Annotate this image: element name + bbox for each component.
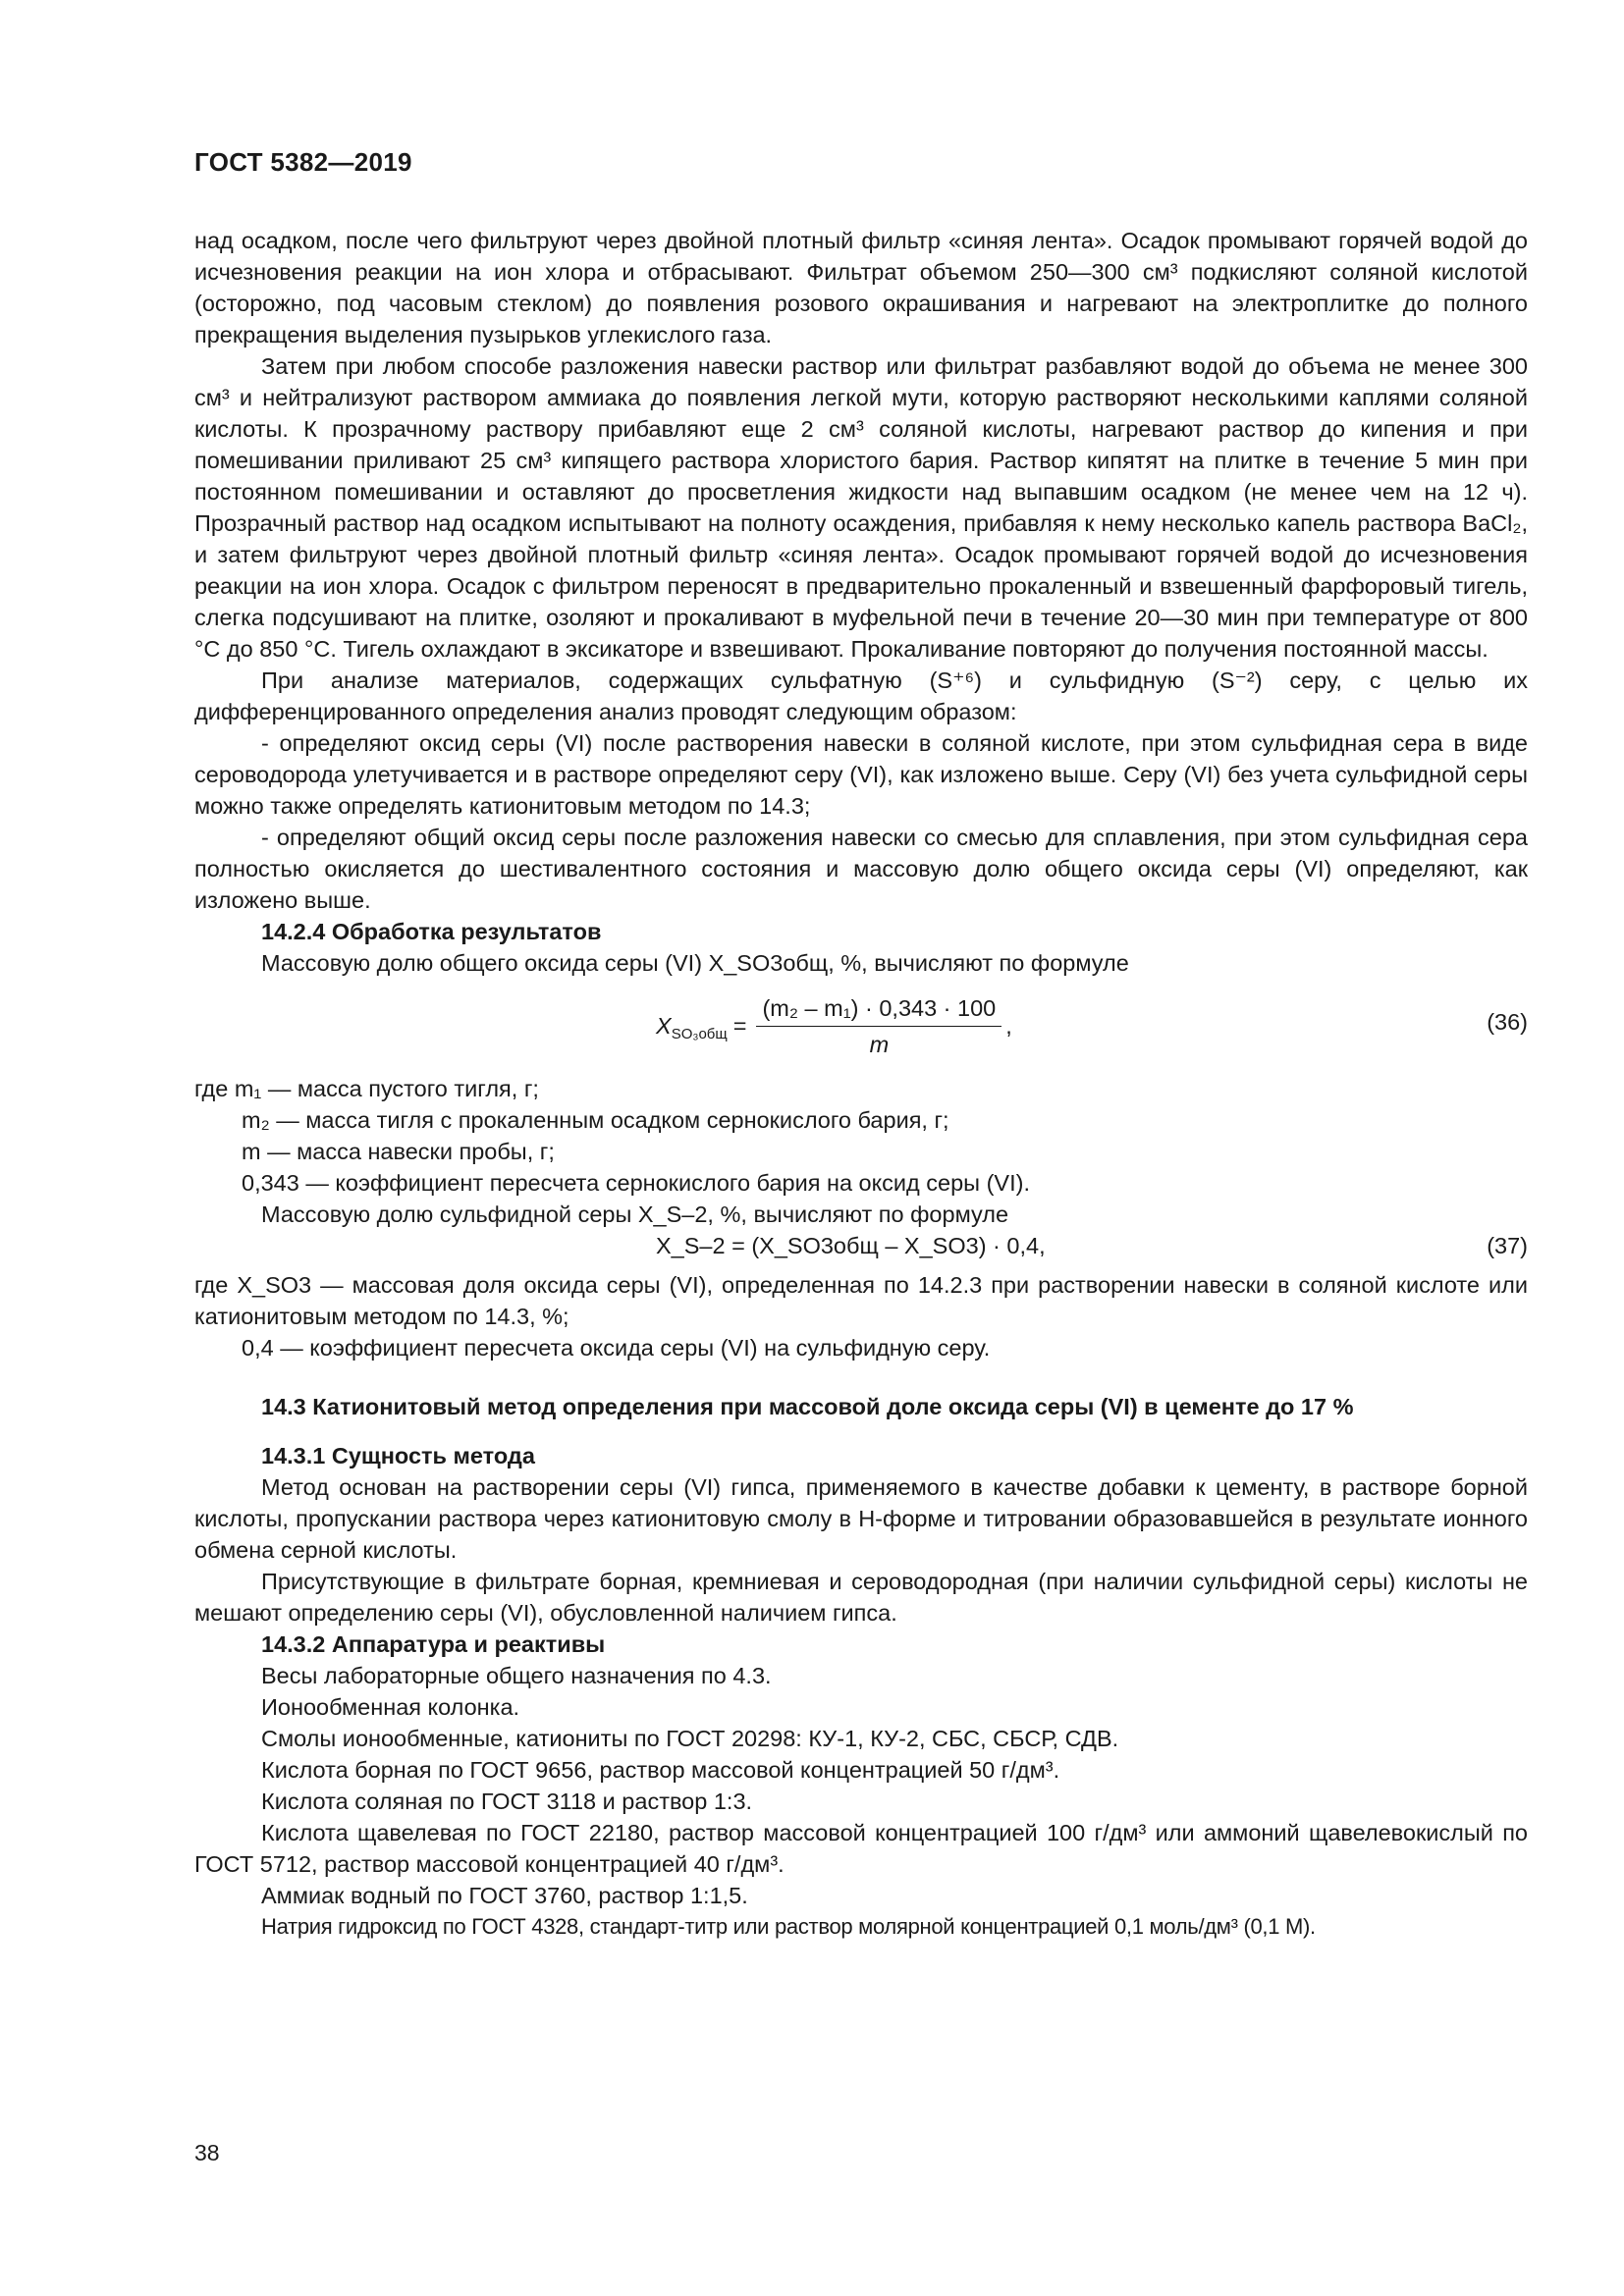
section-heading-14-3: 14.3 Катионитовый метод определения при массовой доле оксида серы (VI) в цементе до 17 % [261,1394,1354,1419]
list-item: Натрия гидроксид по ГОСТ 4328, стандарт-титр или раствор молярной концентрацией 0,1 моль/дм³ (0,1 М). [261,1914,1316,1939]
formula-36-number: (36) [1487,1009,1528,1035]
list-item: Кислота соляная по ГОСТ 3118 и раствор 1:3. [261,1789,753,1814]
list-item: - определяют общий оксид серы после разложения навески со смесью для сплавления, при этом сульфидная сера полностью окисляется до шестивалентного состояния и массовую долю общего оксида серы (VI) определяют, как изложено выше. [194,825,1528,913]
list-item: - определяют оксид серы (VI) после растворения навески в соляной кислоте, при этом сульфидная сера в виде сероводорода улетучивается и в растворе определяют серу (VI), как изложено выше. Серу (VI) без учета сульфидной серы можно также определять катионитовым методом по 14.3; [194,730,1528,819]
paragraph: над осадком, после чего фильтруют через двойной плотный фильтр «синяя лента». Осадок промывают горячей водой до исчезновения реакции на ион хлора и отбрасывают. Фильтрат объемом 250—300 см³ подкисляют соляной кислотой (осторожно, под часовым стеклом) до появления розового окрашивания и нагревают на электроплитке до полного прекращения выделения пузырьков углекислого газа. [194,228,1528,347]
where-item: 0,343 — коэффициент пересчета сернокислого бария на оксид серы (VI). [242,1170,1030,1196]
formula-intro: Массовую долю сульфидной серы X_S–2, %, вычисляют по формуле [261,1201,1009,1227]
section-heading-14-3-1: 14.3.1 Сущность метода [261,1443,535,1468]
formula-intro: Массовую долю общего оксида серы (VI) X_SO3общ, %, вычисляют по формуле [261,950,1129,976]
formula-37-number: (37) [1487,1233,1528,1258]
formula-36-denominator: m [869,1031,890,1057]
formula-36-lhs: $X_{SO_3общ}$ [656,1013,728,1042]
document-body [194,225,1528,1943]
document-page [194,147,1528,1943]
formula-36-numerator: (m₂ – m₁) · 0,343 · 100 [756,992,1001,1027]
paragraph: Метод основан на растворении серы (VI) гипса, применяемого в качестве добавки к цементу, в растворе борной кислоты, пропускании раствора через катионитовую смолу в Н-форме и титровании образовавшейся в результате ионного обмена серной кислоты. [194,1474,1528,1563]
list-item: Аммиак водный по ГОСТ 3760, раствор 1:1,5. [261,1883,748,1908]
formula-37-expression: X_S–2 = (X_SO3общ – X_SO3) · 0,4, [656,1233,1046,1258]
paragraph: Присутствующие в фильтрате борная, кремниевая и сероводородная (при наличии сульфидной серы) кислоты не мешают определению серы (VI), обусловленной наличием гипса. [194,1569,1528,1626]
page-number: 38 [194,2140,220,2165]
list-item: Кислота борная по ГОСТ 9656, раствор массовой концентрацией 50 г/дм³. [261,1757,1060,1783]
paragraph: Затем при любом способе разложения навески раствор или фильтрат разбавляют водой до объема не менее 300 см³ и нейтрализуют раствором аммиака до появления легкой мути, которую растворяют несколькими каплями соляной кислоты. К прозрачному раствору прибавляют еще 2 см³ соляной кислоты, нагревают раствор до кипения и при помешивании приливают 25 см³ кипящего раствора хлористого бария. Раствор кипятят на плитке в течение 5 мин при постоянном помешивании и оставляют до просветления жидкости над выпавшим осадком (не менее чем на 12 ч). Прозрачный раствор над осадком испытывают на полноту осаждения, прибавляя к нему несколько капель раствора BaCl₂, и затем фильтруют через двойной плотный фильтр «синяя лента». Осадок промывают горячей водой до исчезновения реакции на ион хлора. Осадок с фильтром переносят в предварительно прокаленный и взвешенный фарфоровый тигель, слегка подсушивают на плитке, озоляют и прокаливают в муфельной печи в течение 20—30 мин при температуре от 800 °С до 850 °С. Тигель охлаждают в эксикаторе и взвешивают. Прокаливание повторяют до получения постоянной массы. [194,353,1528,662]
section-heading-14-3-2: 14.3.2 Аппаратура и реактивы [261,1631,606,1657]
section-heading-14-2-4: 14.2.4 Обработка результатов [261,919,602,944]
where-item: где m₁ — масса пустого тигля, г; [194,1076,539,1101]
list-item: Весы лабораторные общего назначения по 4.3. [261,1663,772,1688]
where-item: 0,4 — коэффициент пересчета оксида серы (VI) на сульфидную серу. [242,1335,991,1361]
formula-36 [194,979,1528,1073]
list-item: Кислота щавелевая по ГОСТ 22180, раствор массовой концентрацией 100 г/дм³ или аммоний щавелевокислый по ГОСТ 5712, раствор массовой концентрацией 40 г/дм³. [194,1820,1528,1877]
formula-36-fraction [756,992,1001,1060]
where-item: m — масса навески пробы, г; [242,1139,555,1164]
paragraph: При анализе материалов, содержащих сульфатную (S⁺⁶) и сульфидную (S⁻²) серу, с целью их дифференцированного определения анализ проводят следующим образом: [194,667,1528,724]
formula-37 [194,1230,1528,1269]
where-item: m₂ — масса тигля с прокаленным осадком сернокислого бария, г; [242,1107,949,1133]
document-header: ГОСТ 5382—2019 [194,147,412,177]
formula-36-expression: $X_{SO_3общ}$ = $\frac{\text{(m₂ – m₁) · 0,343 · 100}}{m}$ , [656,979,1012,1073]
list-item: Смолы ионообменные, катиониты по ГОСТ 20298: КУ-1, КУ-2, СБС, СБСР, СДВ. [261,1726,1119,1751]
where-item: где X_SO3 — массовая доля оксида серы (VI), определенная по 14.2.3 при растворении навески в соляной кислоте или катионитовым методом по 14.3, %; [194,1272,1528,1329]
list-item: Ионообменная колонка. [261,1694,520,1720]
